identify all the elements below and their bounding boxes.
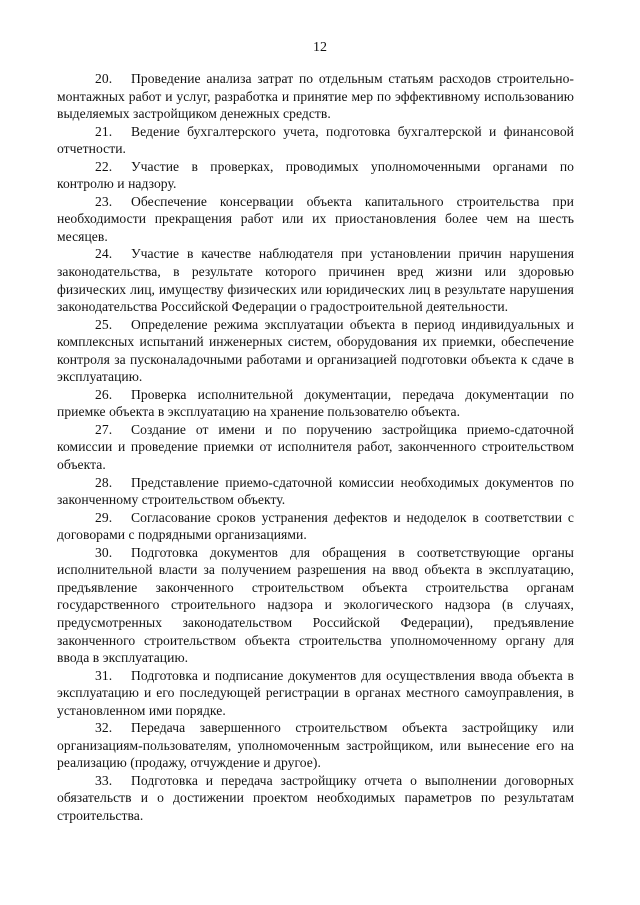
list-item <box>57 772 574 825</box>
item-text: Участие в проверках, проводимых уполномоченными органами по контролю и надзору. <box>57 158 574 192</box>
item-text: Обеспечение консервации объекта капитального строительства при необходимости прекращения работ или их приостановления более чем на шесть месяцев. <box>57 193 574 244</box>
item-number: 23. <box>95 193 113 209</box>
list-item <box>57 123 574 158</box>
list-item <box>57 509 574 544</box>
page-number: 12 <box>313 40 327 55</box>
item-number: 20. <box>95 71 113 86</box>
item-text: Согласование сроков устранения дефектов и недоделок в соответствии с договорами с подрядными организациями. <box>57 509 574 543</box>
item-text: Подготовка документов для обращения в соответствующие органы исполнительной власти за получением разрешения на ввод объекта в эксплуатацию, предъявление законченного строительством объекта строительства органам государственного строительного надзора и экологического надзора (в случаях, предусмотренных законодательством Российской Федерации), предъявление законченного строительством объекта строительства уполномоченному органу для ввода в эксплуатацию. <box>57 544 574 666</box>
list-item <box>57 70 574 123</box>
item-text: Определение режима эксплуатации объекта в период индивидуальных и комплексных испытаний инженерных систем, оборудования их приемки, обеспечение контроля за пусконаладочными работами и организацией подготовки объекта к сдаче в эксплуатацию. <box>57 316 574 385</box>
list-item <box>57 667 574 720</box>
list-item <box>57 386 574 421</box>
item-number: 21. <box>95 123 113 139</box>
item-text: Ведение бухгалтерского учета, подготовка бухгалтерской и финансовой отчетности. <box>57 123 574 157</box>
item-number: 27. <box>95 421 113 437</box>
list-item <box>57 544 574 667</box>
item-text: Участие в качестве наблюдателя при установлении причин нарушения законодательства, в результате которого причинен вред жизни или здоровью физических лиц, имуществу физических или юридических лиц в результате нарушения законодательства Российской Федерации о градостроительной деятельности. <box>57 246 574 315</box>
list-item <box>57 245 574 315</box>
document-body <box>57 70 574 825</box>
list-item <box>57 316 574 386</box>
list-item <box>57 158 574 193</box>
item-number: 26. <box>95 386 113 402</box>
item-text: Подготовка и подписание документов для осуществления ввода объекта в эксплуатацию и его последующей регистрации в органах местного самоуправления, в установленном ими порядке. <box>57 667 574 718</box>
item-text: Проверка исполнительной документации, передача документации по приемке объекта в эксплуатацию на хранение пользователю объекта. <box>57 386 574 420</box>
item-text: Подготовка и передача застройщику отчета о выполнении договорных обязательств и о достижении проектом необходимых параметров по результатам строительства. <box>57 772 574 823</box>
item-text: Проведение анализа затрат по отдельным статьям расходов строительно-монтажных работ и услуг, разработка и принятие мер по эффективному использованию выделяемых застройщиком денежных средств. <box>57 71 574 122</box>
item-text: Представление приемо-сдаточной комиссии необходимых документов по законченному строительством объекту. <box>57 474 574 508</box>
item-number: 22. <box>95 158 113 174</box>
list-item <box>57 421 574 474</box>
item-number: 31. <box>95 667 113 683</box>
item-number: 30. <box>95 544 113 560</box>
list-item <box>57 474 574 509</box>
item-number: 32. <box>95 720 113 736</box>
list-item <box>57 193 574 246</box>
item-number: 25. <box>95 316 113 332</box>
list-item <box>57 719 574 772</box>
item-number: 33. <box>95 772 113 788</box>
item-number: 29. <box>95 509 113 525</box>
item-text: Создание от имени и по поручению застройщика приемо-сдаточной комиссии и проведение приемки от исполнителя работ, законченного строительством объекта. <box>57 421 574 473</box>
item-number: 28. <box>95 474 113 490</box>
item-text: Передача завершенного строительством объекта застройщику или организациям-пользователям, уполномоченным застройщиком, или вынесение его на реализацию (продажу, отчуждение и другое). <box>57 720 574 771</box>
item-number: 24. <box>95 246 113 262</box>
